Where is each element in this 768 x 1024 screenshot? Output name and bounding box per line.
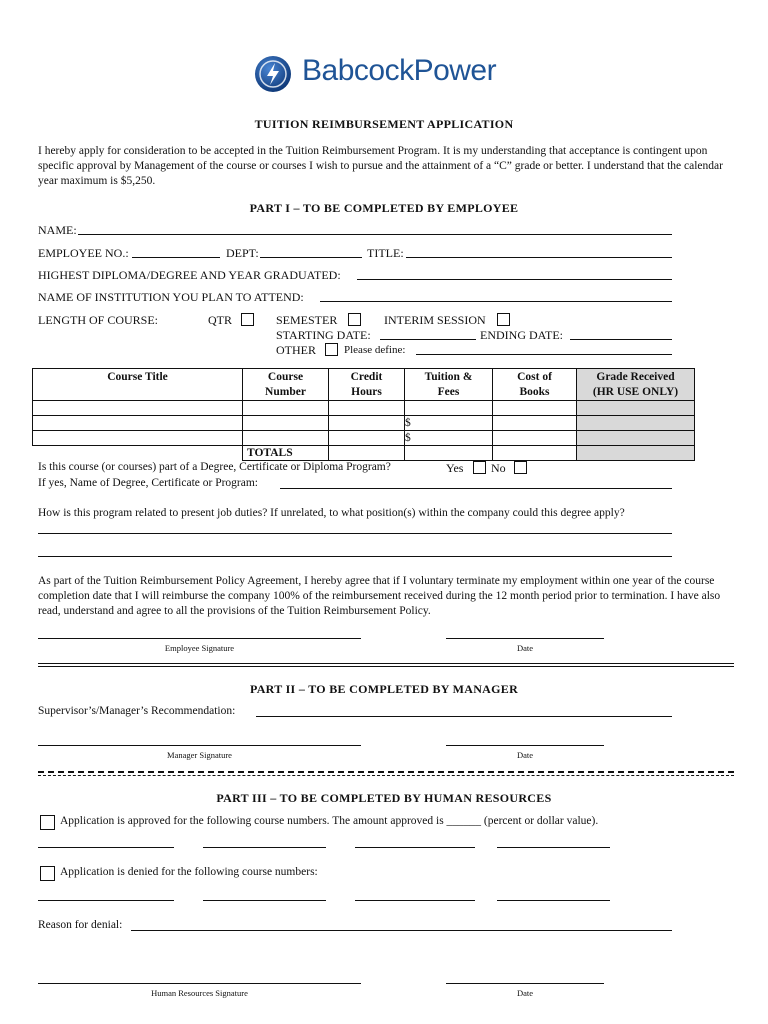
approved-course-4[interactable] <box>497 847 610 848</box>
col-tuition-fees: Tuition & Fees <box>405 369 493 401</box>
cell-input[interactable] <box>33 431 243 446</box>
part2-heading: PART II – TO BE COMPLETED BY MANAGER <box>249 682 519 696</box>
starting-date-label: STARTING DATE: <box>276 328 371 342</box>
cell-input[interactable] <box>243 416 329 431</box>
blank-cell <box>33 446 243 461</box>
table-row <box>33 401 695 416</box>
employee-date-label: Date <box>516 643 534 653</box>
program-name-label: If yes, Name of Degree, Certificate or Program: <box>38 477 259 489</box>
col-cost-of-books: Cost of Books <box>493 369 577 401</box>
related-answer-line-1[interactable] <box>38 533 672 534</box>
qtr-checkbox[interactable] <box>241 313 254 326</box>
no-checkbox[interactable] <box>514 461 527 474</box>
hr-signature-label: Human Resources Signature <box>151 988 248 998</box>
name-label: NAME: <box>38 223 77 237</box>
ending-date-field[interactable] <box>570 339 672 340</box>
yes-label: Yes <box>446 461 464 475</box>
part1-heading: PART I – TO BE COMPLETED BY EMPLOYEE <box>249 201 519 215</box>
employee-date-field[interactable] <box>446 638 604 639</box>
manager-signature-field[interactable] <box>38 745 361 746</box>
starting-date-field[interactable] <box>380 339 476 340</box>
title-field[interactable] <box>406 257 672 258</box>
employee-no-field[interactable] <box>132 257 220 258</box>
approved-text: Application is approved for the following course numbers. The amount approved is ______ (percent or dollar value). <box>60 815 599 827</box>
cell-hr-only <box>577 431 695 446</box>
table-row <box>33 431 695 446</box>
approved-course-2[interactable] <box>203 847 326 848</box>
dashed-divider <box>38 775 734 776</box>
dashed-divider <box>38 771 734 773</box>
cell-input[interactable]: $ <box>405 416 493 431</box>
institution-field[interactable] <box>320 301 672 302</box>
cell-input[interactable] <box>493 431 577 446</box>
course-table <box>32 368 695 461</box>
institution-label: NAME OF INSTITUTION YOU PLAN TO ATTEND: <box>38 290 304 304</box>
no-label: No <box>491 461 506 475</box>
cell-input[interactable] <box>33 416 243 431</box>
col-grade-received: Grade Received (HR USE ONLY) <box>577 369 695 401</box>
intro-paragraph: I hereby apply for consideration to be accepted in the Tuition Reimbursement Program. It is my understanding that acceptance is contingent upon specific approval by Management of the course or courses I wish to pursue and the attainment of a “C” grade or better. I understand that the calendar year maximum is $5,250. <box>38 145 723 187</box>
cell-input[interactable] <box>329 431 405 446</box>
total-tuition[interactable] <box>405 446 493 461</box>
interim-label: INTERIM SESSION <box>384 313 486 327</box>
cell-input[interactable] <box>243 431 329 446</box>
employee-signature-field[interactable] <box>38 638 361 639</box>
program-question: Is this course (or courses) part of a Degree, Certificate or Diploma Program? <box>38 461 391 473</box>
related-question: How is this program related to present job duties? If unrelated, to what position(s) within the company could this degree apply? <box>38 507 625 519</box>
approved-course-1[interactable] <box>38 847 174 848</box>
denied-text: Application is denied for the following course numbers: <box>60 866 318 878</box>
manager-date-field[interactable] <box>446 745 604 746</box>
cell-input[interactable] <box>405 401 493 416</box>
cell-input[interactable]: $ <box>405 431 493 446</box>
degree-field[interactable] <box>357 279 672 280</box>
hr-date-field[interactable] <box>446 983 604 984</box>
name-field[interactable] <box>78 234 672 235</box>
related-answer-line-2[interactable] <box>38 556 672 557</box>
part3-heading: PART III – TO BE COMPLETED BY HUMAN RESOURCES <box>216 791 552 805</box>
denied-course-2[interactable] <box>203 900 326 901</box>
manager-date-label: Date <box>516 750 534 760</box>
employee-signature-label: Employee Signature <box>164 643 235 653</box>
reason-label: Reason for denial: <box>38 919 123 931</box>
please-define-label: Please define: <box>344 344 406 356</box>
col-course-title: Course Title <box>33 369 243 401</box>
hr-signature-field[interactable] <box>38 983 361 984</box>
cell-hr-only <box>577 401 695 416</box>
total-hr-only <box>577 446 695 461</box>
denied-checkbox[interactable] <box>40 866 55 881</box>
title-label: TITLE: <box>367 246 404 260</box>
yes-checkbox[interactable] <box>473 461 486 474</box>
agreement-paragraph: As part of the Tuition Reimbursement Policy Agreement, I hereby agree that if I voluntary terminate my employment within one year of the course completion date that I will reimburse the company 100% of the reimbursement received during the 12 month period prior to termination. I have also read, understand and agree to all the provisions of the Tuition Reimbursement Policy. <box>38 575 721 617</box>
approved-course-3[interactable] <box>355 847 475 848</box>
recommendation-field[interactable] <box>256 716 672 717</box>
employee-no-label: EMPLOYEE NO.: <box>38 246 129 260</box>
denied-course-4[interactable] <box>497 900 610 901</box>
denied-course-1[interactable] <box>38 900 174 901</box>
degree-label: HIGHEST DIPLOMA/DEGREE AND YEAR GRADUATED: <box>38 268 341 282</box>
please-define-field[interactable] <box>416 354 672 355</box>
cell-input[interactable] <box>243 401 329 416</box>
dept-label: DEPT: <box>226 246 259 260</box>
qtr-label: QTR <box>208 313 232 327</box>
semester-label: SEMESTER <box>276 313 338 327</box>
cell-hr-only <box>577 416 695 431</box>
length-label: LENGTH OF COURSE: <box>38 313 159 327</box>
semester-checkbox[interactable] <box>348 313 361 326</box>
reason-field[interactable] <box>131 930 672 931</box>
approved-checkbox[interactable] <box>40 815 55 830</box>
cell-input[interactable] <box>493 401 577 416</box>
col-credit-hours: Credit Hours <box>329 369 405 401</box>
cell-input[interactable] <box>329 401 405 416</box>
section-divider <box>38 663 734 667</box>
interim-checkbox[interactable] <box>497 313 510 326</box>
company-logo <box>252 52 532 96</box>
total-books[interactable] <box>493 446 577 461</box>
total-credit-hours[interactable] <box>329 446 405 461</box>
dept-field[interactable] <box>260 257 362 258</box>
other-label: OTHER <box>276 343 316 357</box>
hr-date-label: Date <box>516 988 534 998</box>
cell-input[interactable] <box>329 416 405 431</box>
totals-label: TOTALS <box>243 446 329 461</box>
cell-input[interactable] <box>493 416 577 431</box>
manager-signature-label: Manager Signature <box>167 750 232 760</box>
program-name-field[interactable] <box>280 488 672 489</box>
recommendation-label: Supervisor’s/Manager’s Recommendation: <box>38 705 236 717</box>
denied-course-3[interactable] <box>355 900 475 901</box>
table-row <box>33 416 695 431</box>
other-checkbox[interactable] <box>325 343 338 356</box>
lightning-bolt-icon <box>254 55 292 93</box>
form-title: TUITION REIMBURSEMENT APPLICATION <box>254 117 514 131</box>
col-course-number: Course Number <box>243 369 329 401</box>
ending-date-label: ENDING DATE: <box>480 328 563 342</box>
logo-wordmark: BabcockPower <box>302 54 497 87</box>
cell-input[interactable] <box>33 401 243 416</box>
totals-row <box>33 446 695 461</box>
